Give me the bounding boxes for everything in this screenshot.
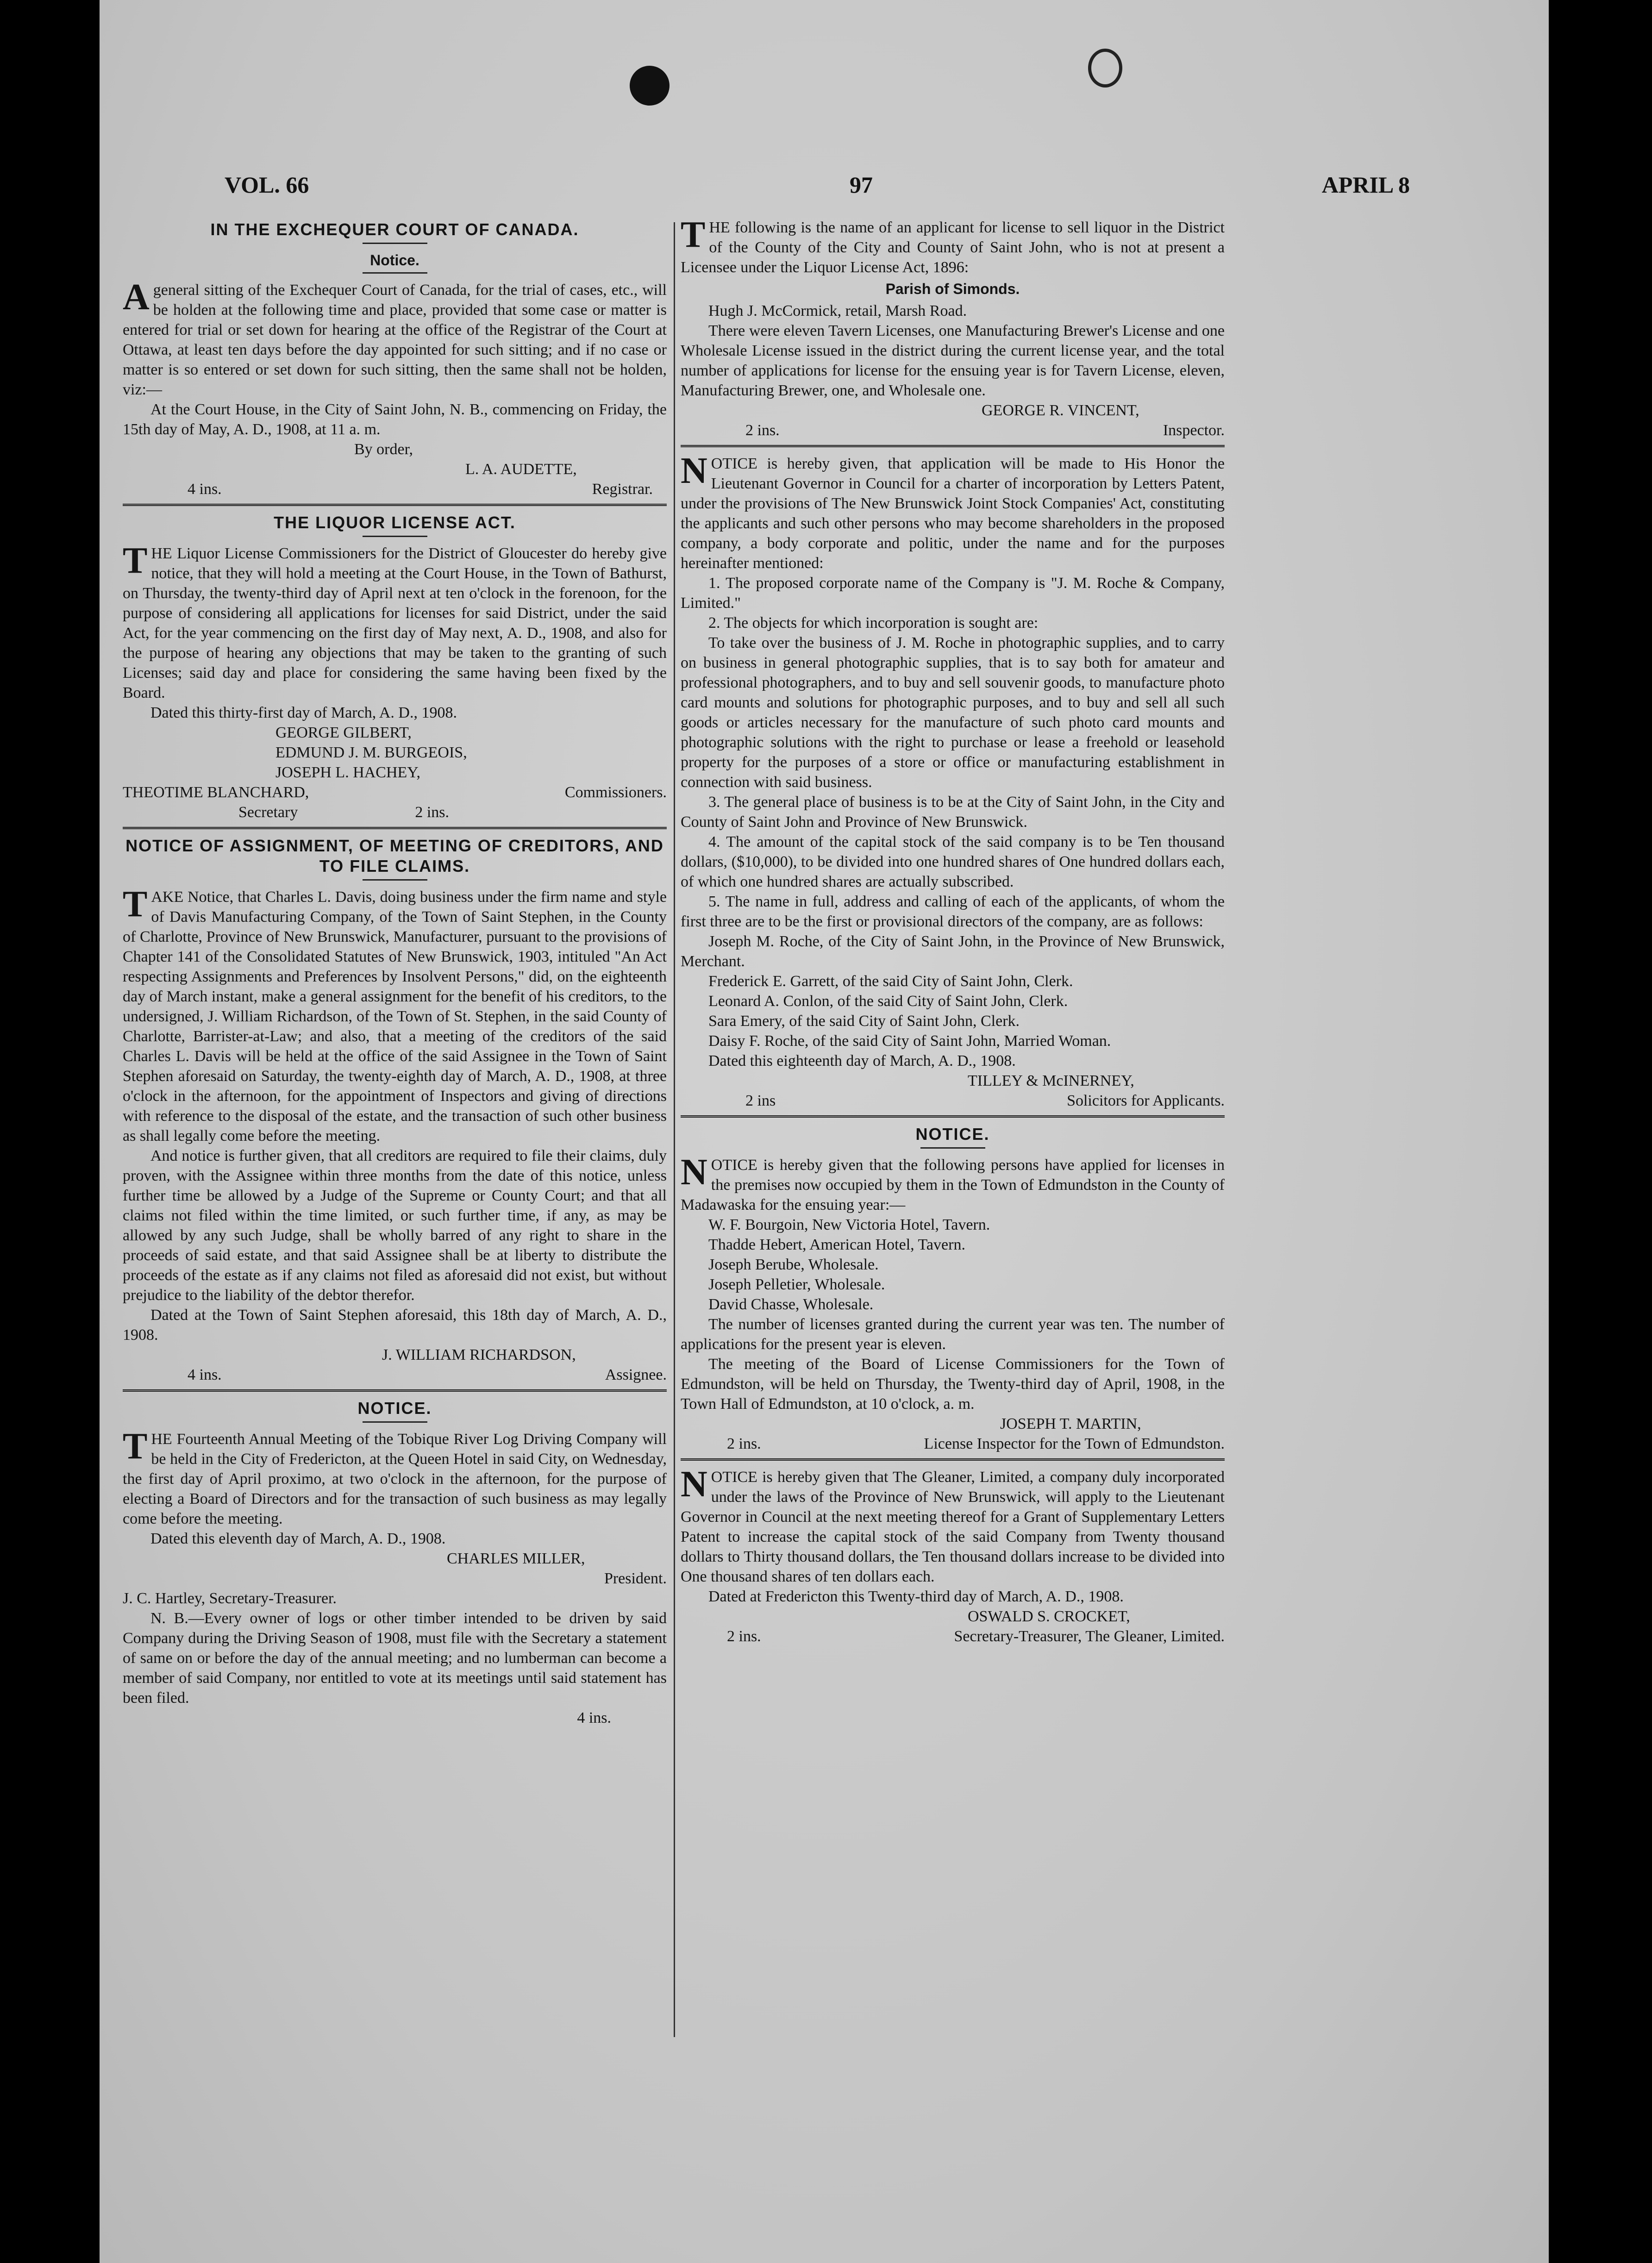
notice-item: 2. The objects for which incorporation is sought are: bbox=[708, 614, 1039, 631]
insertions: 2 ins. bbox=[415, 804, 449, 821]
signer: EDMUND J. M. BURGEOIS, bbox=[275, 744, 467, 761]
insertions: 2 ins. bbox=[745, 422, 780, 439]
notice-paragraph: The meeting of the Board of License Commissioners for the Town of Edmundston, will be held on Thursday, the Twenty-third day of April, 1908, in the Town Hall of Edmundston, at 10 o'clock, a. m. bbox=[681, 1356, 1225, 1413]
notice-item: 1. The proposed corporate name of the Company is "J. M. Roche & Company, Limited." bbox=[681, 575, 1225, 612]
drop-cap: N bbox=[681, 1152, 707, 1193]
signer: CHARLES MILLER, bbox=[447, 1550, 585, 1567]
notice-item: To take over the business of J. M. Roche in photographic supplies, and to carry on business in general photographic supplies, that is to say both for amateur and professional photographers, and to buy and sell souvenir goods, to manufacture photo card mounts and solutions for photographic purposes, and to buy and sell all such goods or articles necessary for the manufacture of such photo card mounts and photographic solutions with the right to purchase or lease a freehold or leasehold property for the purposes of a store or office or manufacturing establishment in connection with said business. bbox=[681, 634, 1225, 791]
signer-role: Commissioners. bbox=[564, 784, 667, 801]
signer-role: Assignee. bbox=[605, 1366, 667, 1383]
signer-role: Inspector. bbox=[1163, 422, 1225, 439]
notice-body: HE Liquor License Commissioners for the District of Gloucester do hereby give notice, that they will hold a meeting at the Court House, in the Town of Bathurst, on Thursday, the twenty-third day of April next at ten o'clock in the forenoon, for the purpose of considering all applications for licenses for said District, under the said Act, for the year commencing on the first day of May next, A. D., 1908, and also for the purpose of hearing any objections that may be taken to the granting of such Licenses; said day and place for considering the same having been fixed by the Board. bbox=[123, 545, 667, 701]
divider bbox=[681, 445, 1225, 447]
dated-line: Dated at the Town of Saint Stephen aforesaid, this 18th day of March, A. D., 1908. bbox=[123, 1307, 667, 1344]
signer-role: Solicitors for Applicants. bbox=[1067, 1092, 1225, 1109]
applicant: Joseph M. Roche, of the City of Saint John, in the Province of New Brunswick, Merchant. bbox=[681, 933, 1225, 970]
punch-hole bbox=[630, 66, 670, 106]
applicant: Thadde Hebert, American Hotel, Tavern. bbox=[708, 1236, 965, 1253]
signer: J. WILLIAM RICHARDSON, bbox=[382, 1346, 576, 1363]
divider bbox=[363, 536, 427, 537]
notice-title: THE LIQUOR LICENSE ACT. bbox=[274, 513, 516, 532]
applicant: Joseph Pelletier, Wholesale. bbox=[708, 1276, 885, 1293]
insertions: 4 ins. bbox=[188, 1366, 222, 1383]
divider bbox=[123, 827, 667, 829]
insertions: 2 ins bbox=[745, 1092, 776, 1109]
drop-cap: T bbox=[123, 1426, 148, 1467]
divider bbox=[681, 1458, 1225, 1461]
divider bbox=[363, 243, 427, 244]
page-number: 97 bbox=[850, 172, 873, 198]
secretary-name: THEOTIME BLANCHARD, bbox=[123, 784, 309, 801]
volume-label: VOL. 66 bbox=[225, 172, 309, 198]
dated-line: Dated this eighteenth day of March, A. D., 1908. bbox=[708, 1052, 1016, 1069]
drop-cap: T bbox=[123, 884, 148, 925]
drop-cap: A bbox=[123, 277, 150, 318]
signer: GEORGE R. VINCENT, bbox=[982, 402, 1139, 419]
notice-body: AKE Notice, that Charles L. Davis, doing business under the firm name and style of Davis Manufacturing Company, of the Town of Saint Stephen, in the County of Charlotte, Province of New Brunswick, Manufacturer, pursuant to the provisions of Chapter 141 of the Consolidated Statutes of New Brunswick, 1903, intituled "An Act respecting Assignments and Preferences by Insolvent Persons," did, on the eighteenth day of March instant, make a general assignment for the benefit of his creditors, to the undersigned, J. William Richardson, of the Town of St. Stephen, in the said County of Charlotte, Barrister-at-Law; and also, that a meeting of the creditors of the said Charles L. Davis will be held at the office of the said Assignee in the Town of Saint Stephen aforesaid on Saturday, the twenty-eighth day of March, A. D., 1908, at three o'clock in the afternoon, for the appointment of Inspectors and giving of directions with reference to the disposal of the estate, and the transaction of such other business as shall legally come before the meeting. bbox=[123, 888, 667, 1144]
signer-role: License Inspector for the Town of Edmundston. bbox=[924, 1435, 1225, 1452]
signer: JOSEPH T. MARTIN, bbox=[1000, 1415, 1141, 1432]
simonds-notice bbox=[681, 214, 1225, 440]
signer: GEORGE GILBERT, bbox=[275, 724, 412, 741]
notice-title: NOTICE. bbox=[915, 1125, 990, 1144]
insertions: 2 ins. bbox=[727, 1435, 761, 1452]
signer: OSWALD S. CROCKET, bbox=[968, 1608, 1130, 1625]
notice-item: 5. The name in full, address and calling of each of the applicants, of whom the first three are to be the first or provisional directors of the company, are as follows: bbox=[681, 893, 1225, 930]
notice-paragraph: At the Court House, in the City of Saint John, N. B., commencing on Friday, the 15th day of May, A. D., 1908, at 11 a. m. bbox=[123, 401, 667, 438]
parish-heading: Parish of Simonds. bbox=[885, 281, 1020, 297]
nb-paragraph: N. B.—Every owner of logs or other timber intended to be driven by said Company during the Driving Season of 1908, must file with the Secretary a statement of same on or before the day of the annual meeting; and no lumberman can become a member of said Company, nor entitled to vote at its meetings until said statement has been filed. bbox=[123, 1610, 667, 1707]
notice-body: OTICE is hereby given that the following persons have applied for licenses in the premises now occupied by them in the Town of Edmundston in the County of Madawaska for the ensuing year:— bbox=[681, 1157, 1225, 1213]
applicant: Frederick E. Garrett, of the said City of Saint John, Clerk. bbox=[708, 973, 1073, 990]
left-column bbox=[123, 218, 667, 1728]
signer: JOSEPH L. HACHEY, bbox=[275, 764, 420, 781]
drop-cap: N bbox=[681, 1464, 707, 1505]
drop-cap: T bbox=[681, 214, 706, 255]
edmundston-notice bbox=[681, 1124, 1225, 1454]
insertions: 2 ins. bbox=[727, 1628, 761, 1645]
applicant: Hugh J. McCormick, retail, Marsh Road. bbox=[708, 302, 967, 319]
divider bbox=[681, 1115, 1225, 1118]
signer: TILLEY & McINERNEY, bbox=[968, 1072, 1134, 1089]
applicant: Leonard A. Conlon, of the said City of Saint John, Clerk. bbox=[708, 993, 1068, 1010]
notice-body: general sitting of the Exchequer Court of Canada, for the trial of cases, etc., will be holden at the following time and place, provided that some case or matter is entered for trial or set down for hearing at the office of the Registrar of the Court at Ottawa, at least ten days before the day appointed for such sitting; and if no case or matter is so entered or set down for such sitting, then the same shall not be holden, viz:— bbox=[123, 281, 667, 398]
right-column bbox=[681, 214, 1225, 1646]
page-header bbox=[225, 171, 1410, 204]
drop-cap: N bbox=[681, 450, 707, 491]
insertions: 4 ins. bbox=[188, 481, 222, 498]
notice-body: HE Fourteenth Annual Meeting of the Tobique River Log Driving Company will be held in the City of Fredericton, at the Queen Hotel in said City, on Wednesday, the first day of April proximo, at two o'clock in the afternoon, for the purpose of electing a Board of Directors and for the transaction of such business as may legally come before the meeting. bbox=[123, 1431, 667, 1527]
divider bbox=[123, 1389, 667, 1392]
drop-cap: T bbox=[123, 540, 148, 581]
applicant: W. F. Bourgoin, New Victoria Hotel, Tavern. bbox=[708, 1216, 990, 1233]
applicant: Sara Emery, of the said City of Saint John, Clerk. bbox=[708, 1013, 1020, 1030]
divider bbox=[363, 1421, 427, 1423]
notice-item: 4. The amount of the capital stock of the said company is to be Ten thousand dollars, ($10,000), to be divided into one hundred shares of One hundred dollars each, of which one hundred shares are actually subscribed. bbox=[681, 833, 1225, 890]
notice-paragraph: The number of licenses granted during the current year was ten. The number of applications for the present year is eleven. bbox=[681, 1316, 1225, 1353]
divider bbox=[123, 504, 667, 506]
tobique-notice bbox=[123, 1398, 667, 1728]
applicant: Daisy F. Roche, of the said City of Saint John, Married Woman. bbox=[708, 1032, 1111, 1050]
issue-date: APRIL 8 bbox=[1321, 172, 1410, 198]
punch-hole bbox=[1088, 49, 1122, 88]
column-divider bbox=[674, 222, 675, 2037]
applicant: David Chasse, Wholesale. bbox=[708, 1296, 874, 1313]
insertions: 4 ins. bbox=[577, 1709, 611, 1726]
assignment-notice bbox=[123, 836, 667, 1385]
dated-line: Dated at Fredericton this Twenty-third day of March, A. D., 1908. bbox=[708, 1588, 1124, 1605]
signer-role: President. bbox=[604, 1570, 667, 1587]
applicant: Joseph Berube, Wholesale. bbox=[708, 1256, 879, 1273]
divider bbox=[363, 879, 427, 881]
notice-title: NOTICE OF ASSIGNMENT, OF MEETING OF CREDITORS, AND TO FILE CLAIMS. bbox=[125, 836, 664, 875]
notice-title: NOTICE. bbox=[357, 1399, 432, 1418]
notice-body: OTICE is hereby given, that application will be made to His Honor the Lieutenant Governor in Council for a charter of incorporation by Letters Patent, under the provisions of The New Brunswick Joint Stock Companies' Act, constituting the applicants and such other persons who may become shareholders in the proposed company, a body corporate and politic, under the name and for the purposes hereinafter mentioned: bbox=[681, 455, 1225, 572]
notice-item: 3. The general place of business is to be at the City of Saint John, in the City and County of Saint John and Province of New Brunswick. bbox=[681, 794, 1225, 831]
notice-body: HE following is the name of an applicant for license to sell liquor in the District of the County of the City and County of Saint John, who is not at present a Licensee under the Liquor License Act, 1896: bbox=[681, 219, 1225, 276]
notice-paragraph: There were eleven Tavern Licenses, one Manufacturing Brewer's License and one Wholesale License issued in the district during the current license year, and the total number of applications for license for the ensuing year is for Tavern License, eleven, Manufacturing Brewer, one, and Wholesale one. bbox=[681, 322, 1225, 399]
secretary-name: J. C. Hartley, Secretary-Treasurer. bbox=[123, 1590, 337, 1607]
notice-subtitle: Notice. bbox=[370, 252, 419, 269]
notice-paragraph: And notice is further given, that all creditors are required to file their claims, duly proven, with the Assignee within three months from the date of this notice, unless further time be allowed by a Judge of the Supreme or County Court; and that all claims not filed within the time limited, or such further time, if any, as may be allowed by any such Judge, shall be wholly barred of any right to share in the proceeds of said estate, and that said Assignee shall be at liberty to distribute the proceeds of the estate as if any claims not filed as aforesaid did not exist, but without prejudice to the liability of the debtor therefor. bbox=[123, 1147, 667, 1304]
signer: L. A. AUDETTE, bbox=[465, 461, 577, 478]
secretary-role: Secretary bbox=[238, 804, 298, 821]
exchequer-notice bbox=[123, 219, 667, 499]
signer-role: Secretary-Treasurer, The Gleaner, Limited. bbox=[954, 1628, 1225, 1645]
divider bbox=[920, 1147, 985, 1149]
liquor-license-notice bbox=[123, 513, 667, 822]
signer-role: Registrar. bbox=[592, 481, 653, 498]
notice-title: IN THE EXCHEQUER COURT OF CANADA. bbox=[210, 220, 579, 239]
dated-line: Dated this thirty-first day of March, A. D., 1908. bbox=[150, 704, 457, 721]
notice-body: OTICE is hereby given that The Gleaner, Limited, a company duly incorporated under the laws of the Province of New Brunswick, will apply to the Lieutenant Governor in Council at the next meeting thereof for a Grant of Supplementary Letters Patent to increase the capital stock of the said Company from Twenty thousand dollars to Thirty thousand dollars, the Ten thousand dollars increase to be divided into One thousand shares of ten dollars each. bbox=[681, 1469, 1225, 1585]
divider bbox=[363, 272, 427, 274]
dated-line: Dated this eleventh day of March, A. D., 1908. bbox=[150, 1530, 446, 1547]
gleaner-notice bbox=[681, 1464, 1225, 1646]
roche-notice bbox=[681, 450, 1225, 1111]
by-order: By order, bbox=[354, 441, 413, 458]
